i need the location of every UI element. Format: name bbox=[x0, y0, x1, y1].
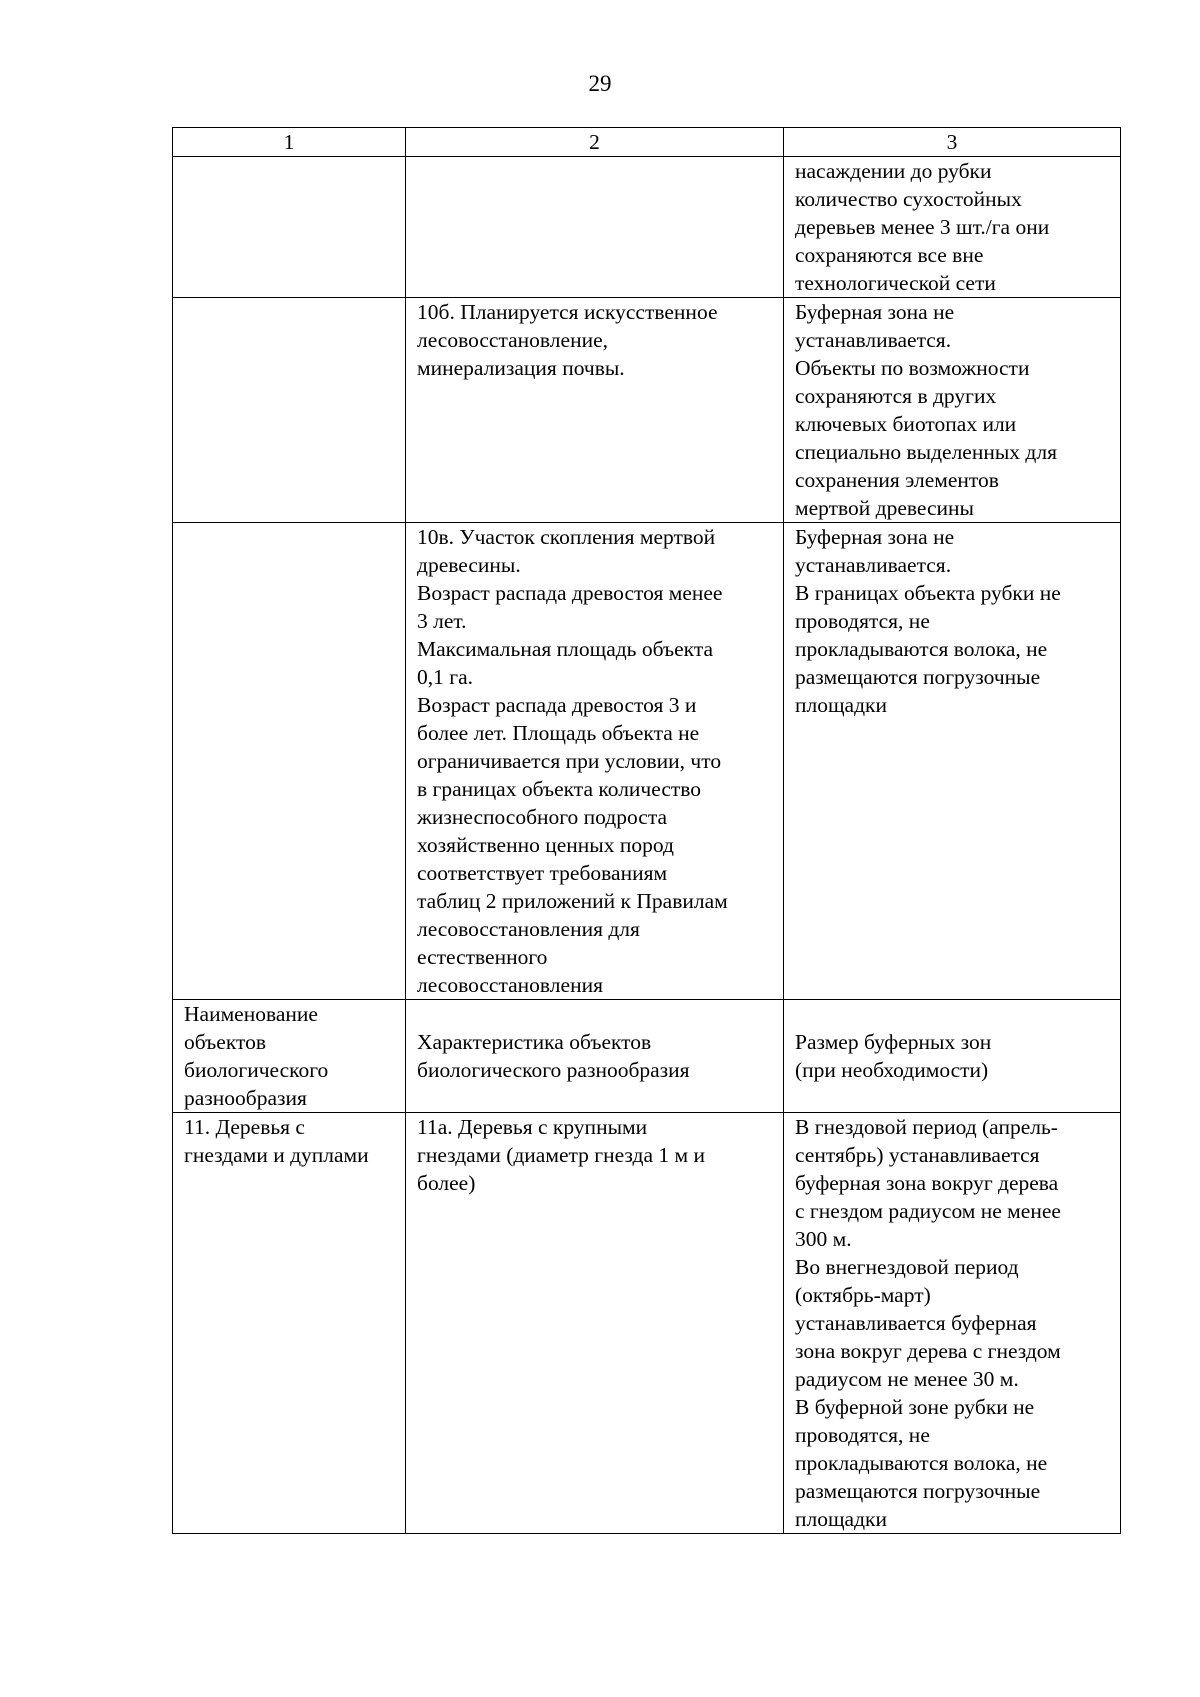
cell-text-line: площадки bbox=[795, 693, 887, 717]
cell-text-line: сохраняются в других bbox=[795, 384, 997, 408]
cell-text-line: 0,1 га. bbox=[417, 665, 473, 689]
cell-text-line: ограничивается при условии, что bbox=[417, 749, 722, 773]
cell-text-line: 3 лет. bbox=[417, 609, 467, 633]
table-cell-col1 bbox=[173, 1113, 406, 1534]
cell-text-line: прокладываются волока, не bbox=[795, 1451, 1048, 1475]
cell-text-line: Во внегнездовой период bbox=[795, 1255, 1019, 1279]
cell-text-line: В гнездовой период (апрель- bbox=[795, 1115, 1058, 1139]
table-cell-col2 bbox=[406, 1113, 784, 1534]
biodiversity-table bbox=[172, 127, 1121, 1534]
table-cell-col1 bbox=[173, 157, 406, 298]
table-cell-col3 bbox=[784, 1113, 1121, 1534]
cell-text-line: устанавливается. bbox=[795, 328, 952, 352]
cell-text-line: устанавливается буферная bbox=[795, 1311, 1037, 1335]
cell-text-line: таблиц 2 приложений к Правилам bbox=[417, 889, 728, 913]
cell-text-line: количество сухостойных bbox=[795, 187, 1022, 211]
cell-text-line: деревьев менее 3 шт./га они bbox=[795, 215, 1050, 239]
cell-text-line: специально выделенных для bbox=[795, 440, 1057, 464]
table-cell-col3 bbox=[784, 298, 1121, 523]
cell-text-line: 10в. Участок скопления мертвой bbox=[417, 525, 716, 549]
page-number: 29 bbox=[588, 71, 612, 96]
cell-text-line: сохранения элементов bbox=[795, 468, 999, 492]
cell-text-line: 300 м. bbox=[795, 1227, 852, 1251]
table-cell-col3 bbox=[784, 157, 1121, 298]
cell-text-line: насаждении до рубки bbox=[795, 159, 992, 183]
table-cell-col1 bbox=[173, 298, 406, 523]
cell-text-line: объектов bbox=[184, 1030, 266, 1054]
cell-text-line: радиусом не менее 30 м. bbox=[795, 1367, 1019, 1391]
cell-text-line: лесовосстановления для bbox=[417, 917, 640, 941]
cell-text-line: В границах объекта рубки не bbox=[795, 581, 1061, 605]
cell-text-line: лесовосстановления bbox=[417, 973, 603, 997]
cell-text-line: древесины. bbox=[417, 553, 521, 577]
cell-text-line: Буферная зона не bbox=[795, 525, 955, 549]
cell-text-line: площадки bbox=[795, 1507, 887, 1531]
cell-text-line: гнездами и дуплами bbox=[184, 1143, 369, 1167]
cell-text-line: 11. Деревья с bbox=[184, 1115, 305, 1139]
cell-text-line: (октябрь-март) bbox=[795, 1283, 931, 1307]
table-row bbox=[173, 523, 1121, 1000]
table-cell-col2 bbox=[406, 523, 784, 1000]
cell-text-line: Максимальная площадь объекта bbox=[417, 637, 714, 661]
table-cell-col2 bbox=[406, 298, 784, 523]
cell-text-line: жизнеспособного подроста bbox=[417, 805, 668, 829]
cell-text-line: мертвой древесины bbox=[795, 496, 974, 520]
table-row bbox=[173, 1113, 1121, 1534]
cell-text-line: Наименование bbox=[184, 1002, 318, 1026]
cell-text-line: в границах объекта количество bbox=[417, 777, 702, 801]
table-cell-col1 bbox=[173, 523, 406, 1000]
header-cell-3: 3 bbox=[784, 128, 1121, 157]
cell-text-line: сохраняются все вне bbox=[795, 243, 984, 267]
cell-text-line: ключевых биотопах или bbox=[795, 412, 1017, 436]
cell-text-line: с гнездом радиусом не менее bbox=[795, 1199, 1061, 1223]
cell-text-line: гнездами (диаметр гнезда 1 м и bbox=[417, 1143, 705, 1167]
cell-text-line: 10б. Планируется искусственное bbox=[417, 300, 718, 324]
cell-text-line: хозяйственно ценных пород bbox=[417, 833, 674, 857]
cell-text-line: минерализация почвы. bbox=[417, 356, 625, 380]
cell-text-line: проводятся, не bbox=[795, 1423, 930, 1447]
cell-text-line: 11а. Деревья с крупными bbox=[417, 1115, 648, 1139]
cell-text-line: Возраст распада древостоя 3 и bbox=[417, 693, 697, 717]
table-cell-col3 bbox=[784, 1000, 1121, 1113]
table-cell-col2 bbox=[406, 1000, 784, 1113]
cell-text-line: размещаются погрузочные bbox=[795, 665, 1041, 689]
cell-text-line: технологической сети bbox=[795, 271, 996, 295]
table-row bbox=[173, 298, 1121, 523]
cell-text-line: проводятся, не bbox=[795, 609, 930, 633]
cell-text-line: биологического bbox=[184, 1058, 329, 1082]
cell-text-line: (при необходимости) bbox=[795, 1058, 989, 1082]
cell-text-line: более лет. Площадь объекта не bbox=[417, 721, 700, 745]
cell-text-line: Характеристика объектов bbox=[417, 1030, 652, 1054]
cell-text-line: устанавливается. bbox=[795, 553, 952, 577]
table-row bbox=[173, 157, 1121, 298]
cell-text-line: сентябрь) устанавливается bbox=[795, 1143, 1040, 1167]
cell-text-line: зона вокруг дерева с гнездом bbox=[795, 1339, 1061, 1363]
header-cell-2: 2 bbox=[406, 128, 784, 157]
table-cell-col1 bbox=[173, 1000, 406, 1113]
cell-text-line: биологического разнообразия bbox=[417, 1058, 690, 1082]
cell-text-line: прокладываются волока, не bbox=[795, 637, 1048, 661]
cell-text-line: естественного bbox=[417, 945, 548, 969]
cell-text-line: разнообразия bbox=[184, 1086, 307, 1110]
table-header-row bbox=[173, 128, 1121, 157]
cell-text-line: Размер буферных зон bbox=[795, 1030, 992, 1054]
table-row bbox=[173, 1000, 1121, 1113]
cell-text-line: соответствует требованиям bbox=[417, 861, 668, 885]
cell-text-line: более) bbox=[417, 1171, 476, 1195]
cell-text-line: лесовосстановление, bbox=[417, 328, 609, 352]
cell-text-line: буферная зона вокруг дерева bbox=[795, 1171, 1059, 1195]
cell-text-line: Возраст распада древостоя менее bbox=[417, 581, 723, 605]
cell-text-line: В буферной зоне рубки не bbox=[795, 1395, 1035, 1419]
table-cell-col2 bbox=[406, 157, 784, 298]
header-cell-1: 1 bbox=[173, 128, 406, 157]
cell-text-line: Буферная зона не bbox=[795, 300, 955, 324]
cell-text-line: размещаются погрузочные bbox=[795, 1479, 1041, 1503]
table-cell-col3 bbox=[784, 523, 1121, 1000]
cell-text-line: Объекты по возможности bbox=[795, 356, 1030, 380]
